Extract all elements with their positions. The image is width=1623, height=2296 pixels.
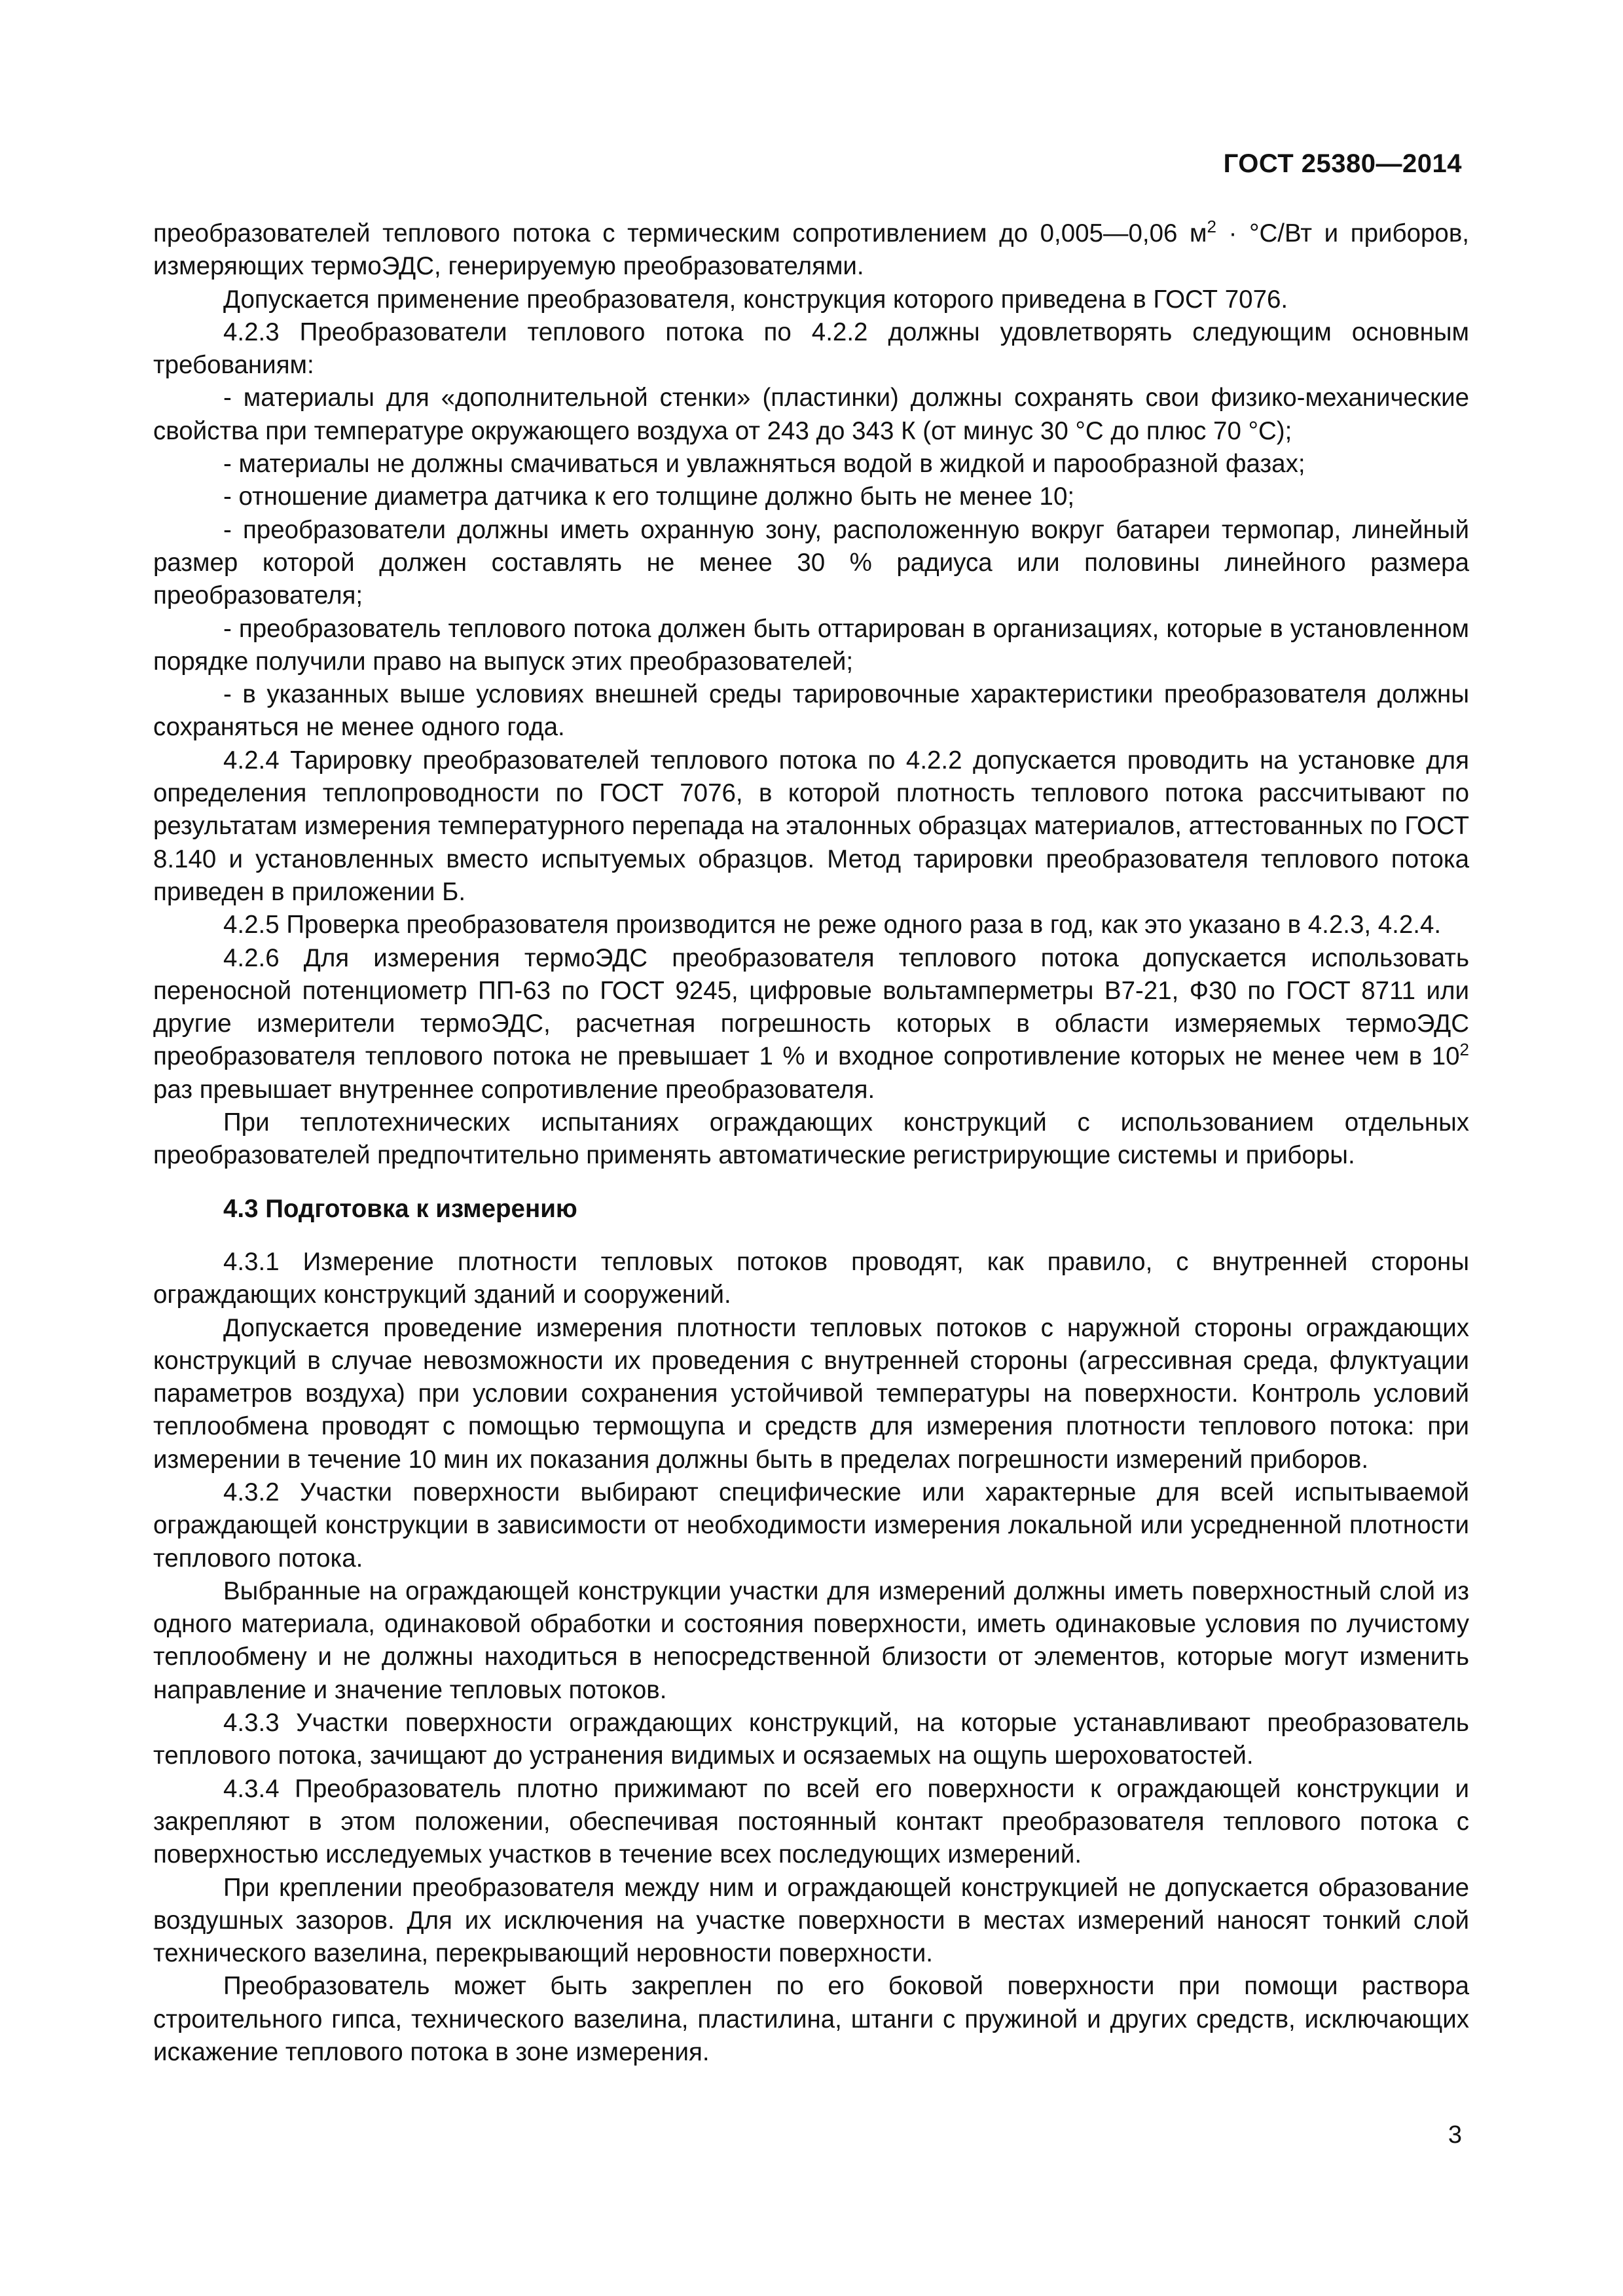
clause-4-2-4: 4.2.4 Тарировку преобразователей теплового потока по 4.2.2 допускается проводить на установке для определения теплопроводности по ГОСТ 7076, в которой плотность теплового потока рассчитывают по результатам измерения температурного перепада на эталонных образцах материалов, аттестованных по ГОСТ 8.140 и установленных вместо испытуемых образцов. Метод тарировки преобразователя теплового потока приведен в приложении Б. xyxy=(153,746,1469,906)
paragraph: Преобразователь может быть закреплен по его боковой поверхности при помощи раствора строительного гипса, технического вазелина, пластилина, штанги с пружиной и других средств, исключающих искажение теплового потока в зоне измерения. xyxy=(153,1972,1469,2067)
document-code-header: ГОСТ 25380—2014 xyxy=(1223,149,1462,178)
page-number: 3 xyxy=(1448,2121,1462,2149)
paragraph-text: раз превышает внутреннее сопротивление преобразователя. xyxy=(153,1075,875,1104)
clause-4-3-4: 4.3.4 Преобразователь плотно прижимают по всей его поверхности к ограждающей конструкции и закрепляют в этом положении, обеспечивая постоянный контакт преобразователя теплового потока с поверхностью исследуемых участков в течение всех последующих измерений. xyxy=(153,1774,1469,1869)
list-item: - материалы для «дополнительной стенки» (пластинки) должны сохранять свои физико-механические свойства при температуре окружающего воздуха от 243 до 343 К (от минус 30 °С до плюс 70 °С); xyxy=(153,384,1469,445)
paragraph: Допускается применение преобразователя, конструкция которого приведена в ГОСТ 7076. xyxy=(223,285,1288,314)
list-item: - в указанных выше условиях внешней среды тарировочные характеристики преобразователя должны сохраняться не менее одного года. xyxy=(153,680,1469,742)
list-item: - материалы не должны смачиваться и увлажняться водой в жидкой и парообразной фазах; xyxy=(223,450,1305,479)
list-item: - преобразователи должны иметь охранную зону, расположенную вокруг батареи термопар, линейный размер которой должен составлять не менее 30 % радиуса или половины линейного размера преобразователя; xyxy=(153,515,1469,610)
paragraph-text: · °С/Вт и приборов, измеряющих термоЭДС, генерируемую преобразователями. xyxy=(153,219,1469,281)
paragraph: При теплотехнических испытаниях ограждающих конструкций с использованием отдельных преобразователей предпочтительно применять автоматические регистрирующие системы и приборы. xyxy=(153,1108,1469,1170)
clause-4-3-1: 4.3.1 Измерение плотности тепловых потоков проводят, как правило, с внутренней стороны ограждающих конструкций зданий и сооружений. xyxy=(153,1247,1469,1309)
paragraph-continuation xyxy=(153,217,1469,283)
paragraph: При креплении преобразователя между ним и ограждающей конструкцией не допускается образование воздушных зазоров. Для их исключения на участке поверхности в местах измерений наносят тонкий слой технического вазелина, перекрывающий неровности поверхности. xyxy=(153,1873,1469,1968)
clause-4-3-3: 4.3.3 Участки поверхности ограждающих конструкций, на которые устанавливают преобразователь теплового потока, зачищают до устранения видимых и осязаемых на ощупь шероховатостей. xyxy=(153,1709,1469,1770)
clause-4-2-6 xyxy=(153,942,1469,1106)
superscript-exponent: 2 xyxy=(1207,217,1216,236)
paragraph-text: 4.2.6 Для измерения термоЭДС преобразователя теплового потока допускается использовать переносной потенциометр ПП-63 по ГОСТ 9245, цифровые вольтамперметры В7-21, Ф30 по ГОСТ 8711 или другие измерители термоЭДС, расчетная погрешность которых в области измеряемых термоЭДС преобразователя теплового потока не превышает 1 % и входное сопротивление которых не менее чем в 10 xyxy=(153,943,1469,1071)
clause-4-3-2: 4.3.2 Участки поверхности выбирают специфические или характерные для всей испытываемой ограждающей конструкции в зависимости от необходимости измерения локальной или усредненной плотности теплового потока. xyxy=(153,1478,1469,1573)
document-body xyxy=(153,217,1469,2069)
paragraph-text: преобразователей теплового потока с термическим сопротивлением до 0,005—0,06 м xyxy=(153,219,1207,247)
paragraph: Допускается проведение измерения плотности тепловых потоков с наружной стороны ограждающих конструкций в случае невозможности их проведения с внутренней стороны (агрессивная среда, флуктуации параметров воздуха) при условии сохранения устойчивой температуры на поверхности. Контроль условий теплообмена проводят с помощью термощупа и средств для измерения плотности теплового потока: при измерении в течение 10 мин их показания должны быть в пределах погрешности измерений приборов. xyxy=(153,1313,1469,1474)
list-item: - отношение диаметра датчика к его толщине должно быть не менее 10; xyxy=(223,483,1075,511)
list-item: - преобразователь теплового потока должен быть оттарирован в организациях, которые в установленном порядке получили право на выпуск этих преобразователей; xyxy=(153,614,1469,676)
clause-4-2-3: 4.2.3 Преобразователи теплового потока по 4.2.2 должны удовлетворять следующим основным требованиям: xyxy=(153,318,1469,380)
section-heading: 4.3 Подготовка к измерению xyxy=(223,1194,577,1223)
clause-4-2-5: 4.2.5 Проверка преобразователя производится не реже одного раза в год, как это указано в 4.2.3, 4.2.4. xyxy=(223,911,1442,939)
paragraph: Выбранные на ограждающей конструкции участки для измерений должны иметь поверхностный слой из одного материала, одинаковой обработки и состояния поверхности, иметь одинаковые условия по лучистому теплообмену и не должны находиться в непосредственной близости от элементов, которые могут изменить направление и значение тепловых потоков. xyxy=(153,1576,1469,1704)
superscript-exponent: 2 xyxy=(1459,1040,1469,1060)
